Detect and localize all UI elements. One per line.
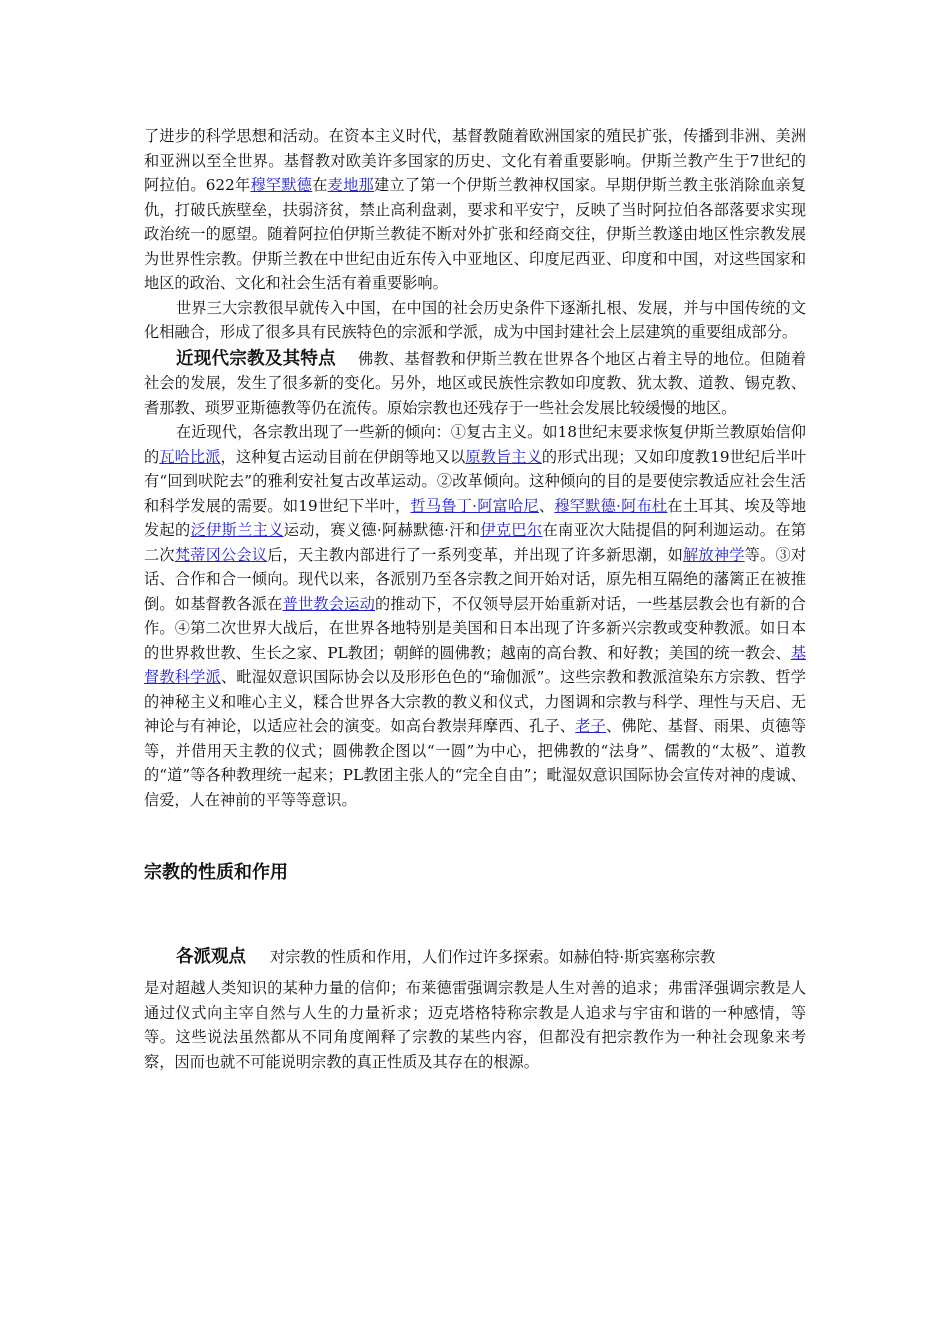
link-liberation-theology[interactable]: 解放神学: [683, 545, 745, 564]
text-run: 佛教、基督教和伊斯兰教在世界各个地区占着主导的地位。但随着社会的发展，发生了很多新的变化。另外，地区或民族性宗教如印度教、犹太教、道教、锡克教、耆那教、琐罗亚斯德教等仍在流传。原始宗教也还残存于一些社会发展比较缓慢的地区。: [144, 349, 807, 417]
link-laozi[interactable]: 老子: [575, 717, 607, 735]
link-fundamentalism[interactable]: 原教旨主义: [465, 447, 542, 466]
text-run: 对宗教的性质和作用，人们作过许多探索。如赫伯特·斯宾塞称宗教: [270, 948, 716, 966]
text-run: 在土耳其、埃及等地发起的: [144, 496, 807, 539]
link-afghani[interactable]: 哲马鲁丁·阿富哈尼: [410, 496, 539, 515]
text-run: 在南亚次大陆提倡的阿利迦运动。在第二次: [144, 521, 807, 564]
link-christian-science[interactable]: 基督教科学派: [144, 643, 806, 686]
text-run: 的形式出现；又如印度教19世纪后半叶有“回到吠陀去”的雅利安社复古改革运动。②改革倾向。这种倾向的目的是要使宗教适应社会生活和科学发展的需要。如19世纪下半叶，: [144, 447, 807, 515]
text-run: ，这种复古运动目前在伊朗等地又以: [220, 447, 466, 466]
link-wahhabism[interactable]: 瓦哈比派: [159, 447, 221, 466]
text-run: 等。③对话、合作和合一倾向。现代以来，各派别乃至各宗教之间开始对话，原先相互隔绝的藩篱正在被推倒。如基督教各派在: [144, 545, 807, 613]
text-run: 运动，赛义德·阿赫默德·汗和: [283, 521, 481, 539]
text-run: 、毗湿奴意识国际协会以及形形色色的“瑜伽派”。这些宗教和教派渲染东方宗教、哲学的神秘主义和唯心主义，糅合世界各大宗教的教义和仪式，力图调和宗教与科学、理性与天启、无神论与有神论，以适应社会的演变。如高台教崇拜摩西、孔子、: [144, 668, 806, 735]
link-iqbal[interactable]: 伊克巴尔: [480, 521, 543, 539]
paragraph: [144, 124, 806, 296]
section-title: 宗教的性质和作用: [144, 862, 288, 883]
paragraph: 世界三大宗教很早就传入中国，在中国的社会历史条件下逐渐扎根、发展，并与中国传统的文化相融合，形成了很多具有民族特色的宗派和学派，成为中国封建社会上层建筑的重要组成部分。: [144, 298, 806, 341]
link-vatican-council[interactable]: 梵蒂冈公会议: [174, 545, 268, 564]
link-pan-islamism[interactable]: 泛伊斯兰主义: [190, 521, 284, 539]
text-run: 在: [312, 176, 328, 194]
paragraph: 是对超越人类知识的某种力量的信仰；布莱德雷强调宗教是人生对善的追求；弗雷泽强调宗教是人通过仪式向主宰自然与人生的力量祈求；迈克塔格特称宗教是人追求与宇宙和谐的一种感情，等等。这些说法虽然都从不同角度阐释了宗教的某些内容，但都没有把宗教作为一种社会现象来考察，因而也就不可能说明宗教的真正性质及其存在的根源。: [144, 979, 806, 1071]
link-ecumenical-movement[interactable]: 普世教会运动: [282, 594, 376, 613]
text-run: 的推动下，不仅领导层开始重新对话，一些基层教会也有新的合作。④第二次世界大战后，在世界各地特别是美国和日本出现了许多新兴宗教或变种教派。如日本的世界救世教、生长之家、PL教团；朝鲜的圆佛教；越南的高台教、和好教；美国的统一教会、: [144, 594, 807, 662]
link-medina[interactable]: 麦地那: [327, 176, 374, 194]
paragraph: [144, 420, 806, 812]
text-run: 了进步的科学思想和活动。在资本主义时代，基督教随着欧洲国家的殖民扩张，传播到非洲、美洲和亚洲以至全世界。基督教对欧美许多国家的历史、文化有着重要影响。伊斯兰教产生于7世纪的阿拉伯。622年: [144, 127, 806, 194]
text-run: 、: [538, 496, 555, 515]
text-run: 后，天主教内部进行了一系列变革，并出现了许多新思潮，如: [267, 545, 684, 564]
link-muhammad[interactable]: 穆罕默德: [250, 176, 313, 194]
text-run: 建立了第一个伊斯兰教神权国家。早期伊斯兰教主张消除血亲复仇，打破氏族壁垒，扶弱济贫，禁止高利盘剥，要求和平安宁，反映了当时阿拉伯各部落要求实现政治统一的愿望。随着阿拉伯伊斯兰教徒不断对外扩张和经商交往，伊斯兰教遂由地区性宗教发展为世界性宗教。伊斯兰教在中世纪由近东传入中亚地区、印度尼西亚、印度和中国，对这些国家和地区的政治、文化和社会生活有着重要影响。: [144, 176, 807, 292]
text-run: 在近现代，各宗教出现了一些新的倾向：①复古主义。如18世纪末要求恢复伊斯兰教原始信仰的: [144, 423, 806, 466]
link-abduh[interactable]: 穆罕默德·阿布杜: [554, 496, 668, 515]
paragraph: [144, 347, 806, 421]
text-run: 、佛陀、基督、雨果、贞德等等，并借用天主教的仪式；圆佛教企图以“一圆”为中心，把佛教的“法身”、儒教的“太极”、道教的“道”等各种教理统一起来；PL教团主张人的“完全自由”；毗湿奴意识国际协会宣传对神的虔诚、信爱，人在神前的平等等意识。: [144, 717, 807, 809]
paragraph: [144, 942, 806, 972]
section-heading: 各派观点: [176, 947, 246, 967]
document-page: [144, 124, 806, 1074]
section-heading: 近现代宗教及其特点: [176, 348, 336, 369]
